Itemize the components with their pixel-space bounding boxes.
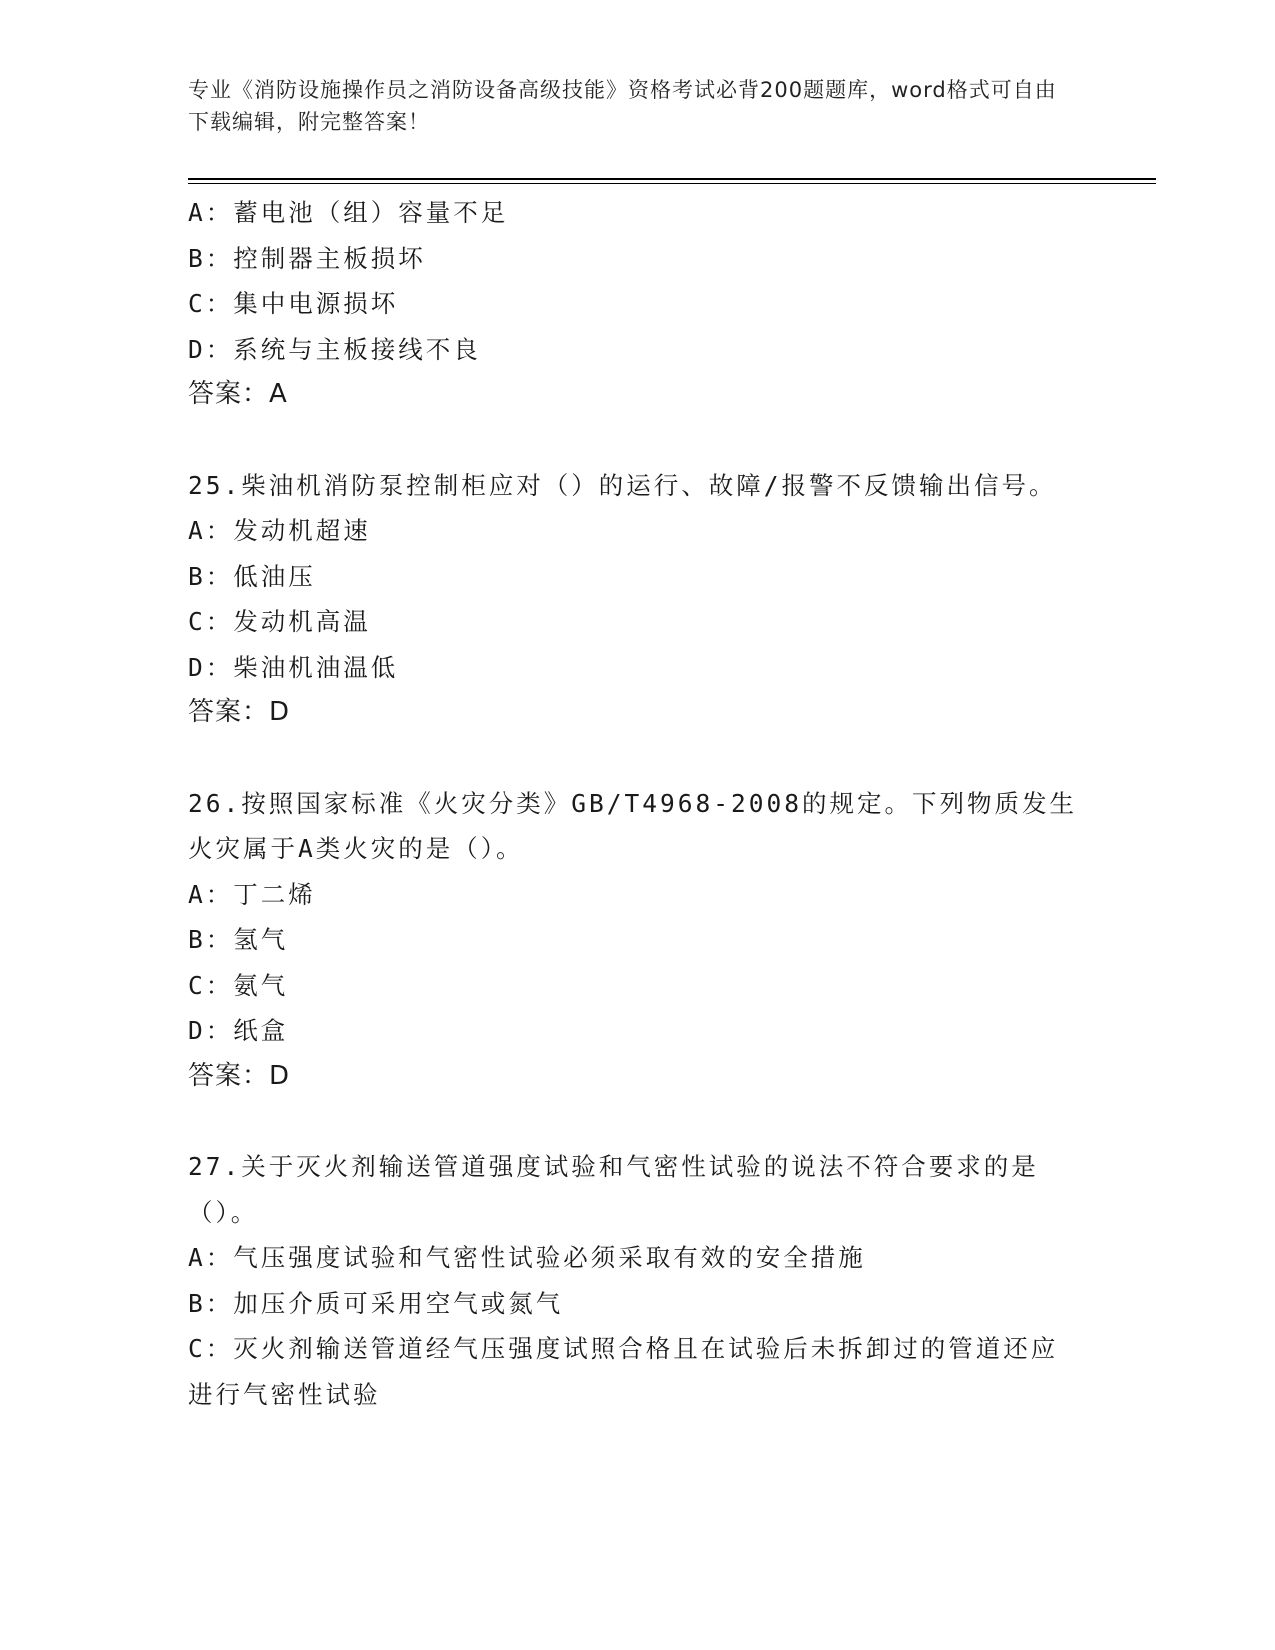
option-a: A：蓄电池（组）容量不足 xyxy=(188,198,509,227)
question-text: 26.按照国家标准《火灾分类》GB/T4968-2008的规定。下列物质发生火灾属于A类火灾的是（）。 xyxy=(188,788,1078,863)
question-24-continued xyxy=(188,190,1078,418)
option-d: D：柴油机油温低 xyxy=(188,652,399,682)
answer-line: 答案：D xyxy=(188,697,291,727)
option-a: A：气压强度试验和气密性试验必须采取有效的安全措施 xyxy=(188,1243,866,1272)
option-c: C：氨气 xyxy=(188,970,289,1000)
question-27 xyxy=(188,1144,1078,1417)
answer-line: 答案：D xyxy=(188,1060,291,1091)
header-divider xyxy=(188,178,1156,180)
question-26 xyxy=(188,781,1078,1100)
option-b: B：控制器主板损坏 xyxy=(188,243,426,273)
option-b: B：加压介质可采用空气或氮气 xyxy=(188,1288,564,1318)
document-header: 专业《消防设施操作员之消防设备高级技能》资格考试必背200题题库，word格式可自由下载编辑，附完整答案！ xyxy=(188,78,1057,134)
header-divider-thin xyxy=(188,183,1156,184)
question-text: 27.关于灭火剂输送管道强度试验和气密性试验的说法不符合要求的是（）。 xyxy=(188,1152,1039,1227)
question-text: 25.柴油机消防泵控制柜应对（）的运行、故障/报警不反馈输出信号。 xyxy=(188,470,1057,500)
question-list xyxy=(188,190,1078,1417)
option-c: C：发动机高温 xyxy=(188,607,371,636)
answer-line: 答案：A xyxy=(188,379,288,409)
option-b: B：低油压 xyxy=(188,561,316,591)
option-c: C：集中电源损坏 xyxy=(188,289,399,318)
option-d: D：系统与主板接线不良 xyxy=(188,334,481,364)
question-25 xyxy=(188,463,1078,736)
option-d: D：纸盒 xyxy=(188,1016,289,1045)
option-b: B：氢气 xyxy=(188,925,289,954)
option-c: C：灭火剂输送管道经气压强度试照合格且在试验后未拆卸过的管道还应进行气密性试验 xyxy=(188,1334,1059,1409)
option-a: A：丁二烯 xyxy=(188,879,316,909)
option-a: A：发动机超速 xyxy=(188,516,371,545)
